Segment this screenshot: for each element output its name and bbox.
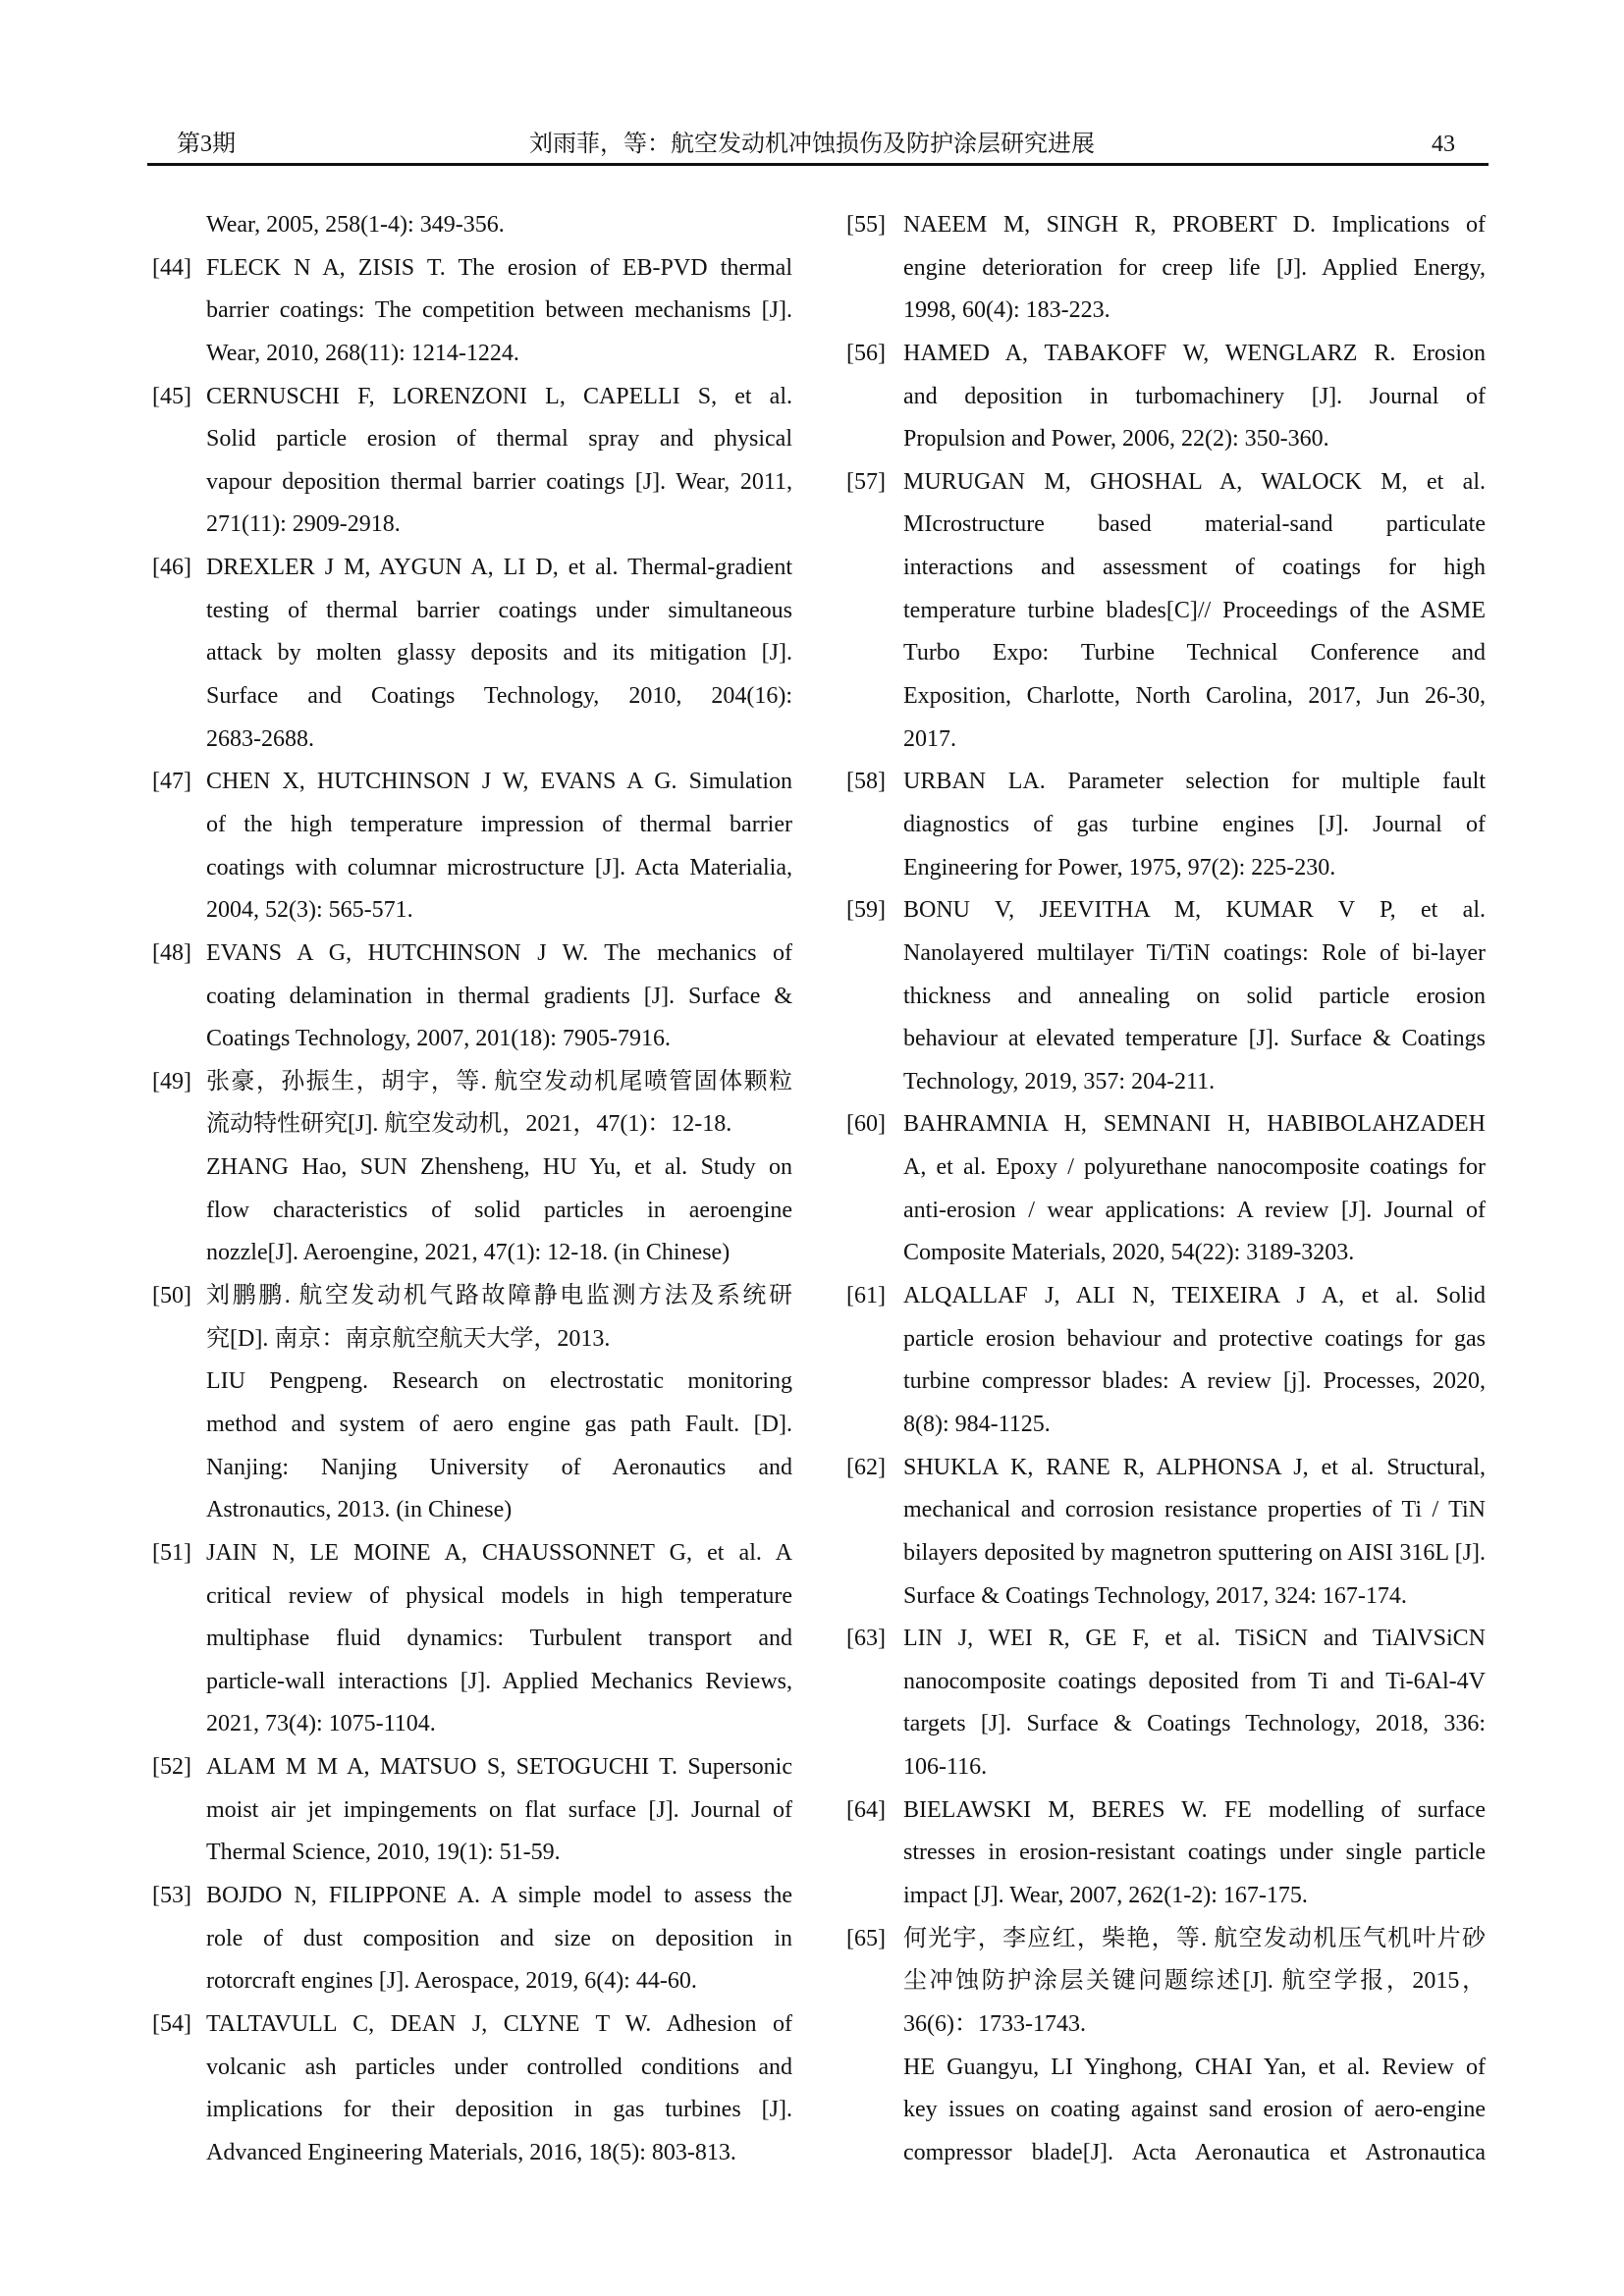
reference-text-line: 8(8): 984-1125. bbox=[903, 1411, 1051, 1437]
reference-item bbox=[152, 2003, 792, 2175]
reference-text-line: SHUKLA K, RANE R, ALPHONSA J, et al. Structural, bbox=[903, 1454, 1486, 1480]
reference-item bbox=[152, 204, 792, 247]
reference-text-line: Coatings Technology, 2007, 201(18): 7905-7916. bbox=[206, 1026, 671, 1052]
reference-text-line: 36(6)：1733-1743. bbox=[903, 2010, 1086, 2037]
reference-number: [46] bbox=[152, 555, 191, 581]
reference-number: [44] bbox=[152, 254, 191, 281]
header-rule bbox=[147, 163, 1489, 166]
reference-text-line: JAIN N, LE MOINE A, CHAUSSONNET G, et al. A bbox=[206, 1539, 792, 1566]
reference-text-line: engine deterioration for creep life [J]. Applied Energy, bbox=[903, 254, 1486, 281]
reference-number: [60] bbox=[846, 1111, 886, 1138]
reference-number: [45] bbox=[152, 383, 191, 409]
reference-text-line: Wear, 2005, 258(1-4): 349-356. bbox=[206, 212, 505, 238]
reference-item bbox=[152, 247, 792, 376]
reference-text-line: MIcrostructure based material-sand particulate bbox=[903, 511, 1486, 538]
reference-number: [50] bbox=[152, 1283, 191, 1309]
reference-text-line: Advanced Engineering Materials, 2016, 18(5): 803-813. bbox=[206, 2139, 736, 2165]
reference-text-line: rotorcraft engines [J]. Aerospace, 2019, 6(4): 44-60. bbox=[206, 1968, 697, 1995]
reference-number: [48] bbox=[152, 939, 191, 966]
reference-text-line: Thermal Science, 2010, 19(1): 51-59. bbox=[206, 1840, 561, 1866]
reference-text-line: impact [J]. Wear, 2007, 262(1-2): 167-175. bbox=[903, 1882, 1308, 1908]
reference-text-line: Exposition, Charlotte, North Carolina, 2017, Jun 26-30, bbox=[903, 683, 1486, 710]
reference-text-line: attack by molten glassy deposits and its mitigation [J]. bbox=[206, 640, 792, 667]
reference-number: [54] bbox=[152, 2010, 191, 2037]
reference-text-line: compressor blade[J]. Acta Aeronautica et Astronautica bbox=[903, 2139, 1486, 2165]
reference-text-line: LIN J, WEI R, GE F, et al. TiSiCN and TiAlVSiCN bbox=[903, 1626, 1486, 1652]
reference-text-line: ALAM M M A, MATSUO S, SETOGUCHI T. Supersonic bbox=[206, 1754, 792, 1781]
reference-text-line: 271(11): 2909-2918. bbox=[206, 511, 401, 538]
reference-text-line: particle-wall interactions [J]. Applied Mechanics Reviews, bbox=[206, 1668, 792, 1694]
reference-text-line: TALTAVULL C, DEAN J, CLYNE T W. Adhesion of bbox=[206, 2010, 792, 2037]
reference-text-line: 何光宇，李应红，柴艳，等. 航空发动机压气机叶片砂 bbox=[903, 1925, 1486, 1951]
reference-text-line: 2017. bbox=[903, 725, 956, 752]
reference-text-line: nanocomposite coatings deposited from Ti and Ti-6Al-4V bbox=[903, 1668, 1486, 1694]
page-number: 43 bbox=[1432, 132, 1455, 157]
reference-number: [56] bbox=[846, 340, 886, 366]
reference-text-line: HE Guangyu, LI Yinghong, CHAI Yan, et al. Review of bbox=[903, 2054, 1486, 2080]
reference-text-line: temperature turbine blades[C]// Proceedings of the ASME bbox=[903, 597, 1486, 623]
reference-text-line: targets [J]. Surface & Coatings Technology, 2018, 336: bbox=[903, 1711, 1486, 1737]
reference-text-line: vapour deposition thermal barrier coatings [J]. Wear, 2011, bbox=[206, 468, 792, 495]
reference-text-line: testing of thermal barrier coatings under simultaneous bbox=[206, 597, 792, 623]
reference-text-line: CHEN X, HUTCHINSON J W, EVANS A G. Simulation bbox=[206, 769, 792, 795]
reference-item bbox=[846, 1447, 1486, 1619]
reference-number: [53] bbox=[152, 1882, 191, 1908]
reference-text-line: 2683-2688. bbox=[206, 725, 314, 752]
reference-text-line: method and system of aero engine gas path Fault. [D]. bbox=[206, 1411, 792, 1437]
reference-text-line: URBAN LA. Parameter selection for multiple fault bbox=[903, 769, 1486, 795]
reference-text-line: flow characteristics of solid particles in aeroengine bbox=[206, 1197, 792, 1223]
reference-text-line: Nanjing: Nanjing University of Aeronautics and bbox=[206, 1454, 792, 1480]
reference-item bbox=[152, 761, 792, 933]
reference-text-line: FLECK N A, ZISIS T. The erosion of EB-PVD thermal bbox=[206, 254, 792, 281]
reference-number: [65] bbox=[846, 1925, 886, 1951]
reference-number: [61] bbox=[846, 1283, 886, 1309]
reference-text-line: Surface and Coatings Technology, 2010, 204(16): bbox=[206, 683, 792, 710]
reference-item bbox=[152, 1532, 792, 1746]
reference-text-line: Nanolayered multilayer Ti/TiN coatings: Role of bi-layer bbox=[903, 939, 1486, 966]
reference-text-line: Solid particle erosion of thermal spray and physical bbox=[206, 426, 792, 453]
reference-item bbox=[152, 1275, 792, 1532]
reference-text-line: Composite Materials, 2020, 54(22): 3189-3203. bbox=[903, 1240, 1355, 1266]
reference-text-line: Turbo Expo: Turbine Technical Conference and bbox=[903, 640, 1486, 667]
reference-text-line: behaviour at elevated temperature [J]. Surface & Coatings bbox=[903, 1026, 1486, 1052]
reference-item bbox=[846, 1789, 1486, 1918]
reference-text-line: multiphase fluid dynamics: Turbulent transport and bbox=[206, 1626, 792, 1652]
reference-item bbox=[152, 1875, 792, 2003]
reference-text-line: ZHANG Hao, SUN Zhensheng, HU Yu, et al. Study on bbox=[206, 1154, 792, 1181]
reference-number: [52] bbox=[152, 1754, 191, 1781]
reference-text-line: moist air jet impingements on flat surface [J]. Journal of bbox=[206, 1796, 792, 1823]
reference-text-line: 张豪，孙振生，胡宇，等. 航空发动机尾喷管固体颗粒 bbox=[206, 1068, 792, 1095]
reference-text-line: A, et al. Epoxy / polyurethane nanocomposite coatings for bbox=[903, 1154, 1486, 1181]
reference-item bbox=[846, 761, 1486, 889]
reference-number: [51] bbox=[152, 1539, 191, 1566]
reference-text-line: Surface & Coatings Technology, 2017, 324: 167-174. bbox=[903, 1582, 1407, 1609]
running-title: 刘雨菲，等：航空发动机冲蚀损伤及防护涂层研究进展 bbox=[529, 132, 1095, 157]
reference-text-line: anti-erosion / wear applications: A review [J]. Journal of bbox=[903, 1197, 1486, 1223]
reference-number: [49] bbox=[152, 1068, 191, 1095]
reference-item bbox=[152, 547, 792, 761]
reference-item bbox=[152, 933, 792, 1061]
reference-item bbox=[846, 333, 1486, 461]
reference-text-line: Astronautics, 2013. (in Chinese) bbox=[206, 1497, 513, 1523]
reference-text-line: 106-116. bbox=[903, 1754, 988, 1781]
reference-text-line: nozzle[J]. Aeroengine, 2021, 47(1): 12-18. (in Chinese) bbox=[206, 1240, 731, 1266]
reference-text-line: ALQALLAF J, ALI N, TEIXEIRA J A, et al. Solid bbox=[903, 1283, 1486, 1309]
reference-text-line: DREXLER J M, AYGUN A, LI D, et al. Thermal-gradient bbox=[206, 555, 792, 581]
reference-item bbox=[152, 1061, 792, 1275]
reference-text-line: 2004, 52(3): 565-571. bbox=[206, 897, 413, 924]
reference-text-line: critical review of physical models in high temperature bbox=[206, 1582, 792, 1609]
reference-number: [59] bbox=[846, 897, 886, 924]
reference-text-line: coatings with columnar microstructure [J]. Acta Materialia, bbox=[206, 854, 792, 881]
reference-text-line: mechanical and corrosion resistance properties of Ti / TiN bbox=[903, 1497, 1486, 1523]
reference-text-line: role of dust composition and size on deposition in bbox=[206, 1925, 792, 1951]
reference-text-line: implications for their deposition in gas turbines [J]. bbox=[206, 2097, 792, 2123]
references-right-column bbox=[846, 204, 1486, 2174]
reference-item bbox=[152, 376, 792, 548]
reference-text-line: BONU V, JEEVITHA M, KUMAR V P, et al. bbox=[903, 897, 1486, 924]
reference-text-line: BOJDO N, FILIPPONE A. A simple model to assess the bbox=[206, 1882, 792, 1908]
reference-text-line: interactions and assessment of coatings for high bbox=[903, 555, 1486, 581]
reference-text-line: diagnostics of gas turbine engines [J]. Journal of bbox=[903, 811, 1486, 837]
reference-number: [55] bbox=[846, 212, 886, 238]
reference-text-line: Engineering for Power, 1975, 97(2): 225-230. bbox=[903, 854, 1336, 881]
reference-text-line: Propulsion and Power, 2006, 22(2): 350-360. bbox=[903, 426, 1329, 453]
reference-text-line: stresses in erosion-resistant coatings under single particle bbox=[903, 1840, 1486, 1866]
reference-item bbox=[846, 889, 1486, 1103]
reference-text-line: bilayers deposited by magnetron sputtering on AISI 316L [J]. bbox=[903, 1539, 1486, 1566]
reference-text-line: particle erosion behaviour and protective coatings for gas bbox=[903, 1325, 1486, 1352]
reference-text-line: barrier coatings: The competition between mechanisms [J]. bbox=[206, 297, 792, 324]
reference-text-line: 刘鹏鹏. 航空发动机气路故障静电监测方法及系统研 bbox=[206, 1283, 792, 1309]
reference-number: [64] bbox=[846, 1796, 886, 1823]
reference-text-line: NAEEM M, SINGH R, PROBERT D. Implications of bbox=[903, 212, 1486, 238]
reference-text-line: 流动特性研究[J]. 航空发动机，2021，47(1)：12-18. bbox=[206, 1111, 732, 1138]
reference-number: [58] bbox=[846, 769, 886, 795]
reference-text-line: 1998, 60(4): 183-223. bbox=[903, 297, 1110, 324]
reference-text-line: 究[D]. 南京：南京航空航天大学，2013. bbox=[206, 1325, 611, 1352]
reference-text-line: Wear, 2010, 268(11): 1214-1224. bbox=[206, 340, 519, 366]
reference-item bbox=[846, 1275, 1486, 1447]
reference-text-line: BAHRAMNIA H, SEMNANI H, HABIBOLAHZADEH bbox=[903, 1111, 1486, 1138]
reference-text-line: MURUGAN M, GHOSHAL A, WALOCK M, et al. bbox=[903, 468, 1486, 495]
reference-text-line: and deposition in turbomachinery [J]. Journal of bbox=[903, 383, 1486, 409]
reference-text-line: key issues on coating against sand erosion of aero-engine bbox=[903, 2097, 1486, 2123]
reference-text-line: BIELAWSKI M, BERES W. FE modelling of surface bbox=[903, 1796, 1486, 1823]
reference-text-line: turbine compressor blades: A review [j]. Processes, 2020, bbox=[903, 1368, 1486, 1395]
reference-number: [62] bbox=[846, 1454, 886, 1480]
reference-text-line: HAMED A, TABAKOFF W, WENGLARZ R. Erosion bbox=[903, 340, 1486, 366]
reference-text-line: 尘冲蚀防护涂层关键问题综述[J]. 航空学报，2015， bbox=[903, 1968, 1486, 1995]
reference-item bbox=[846, 204, 1486, 333]
reference-item bbox=[846, 461, 1486, 761]
reference-text-line: CERNUSCHI F, LORENZONI L, CAPELLI S, et al. bbox=[206, 383, 792, 409]
reference-item bbox=[152, 1746, 792, 1875]
reference-text-line: LIU Pengpeng. Research on electrostatic monitoring bbox=[206, 1368, 792, 1395]
reference-item bbox=[846, 1103, 1486, 1275]
reference-text-line: 2021, 73(4): 1075-1104. bbox=[206, 1711, 436, 1737]
reference-item bbox=[846, 1618, 1486, 1789]
reference-text-line: of the high temperature impression of thermal barrier bbox=[206, 811, 792, 837]
reference-text-line: coating delamination in thermal gradients [J]. Surface & bbox=[206, 983, 792, 1009]
reference-item bbox=[846, 1918, 1486, 2175]
reference-text-line: Technology, 2019, 357: 204-211. bbox=[903, 1068, 1216, 1095]
reference-text-line: volcanic ash particles under controlled conditions and bbox=[206, 2054, 792, 2080]
journal-issue: 第3期 bbox=[177, 132, 236, 157]
reference-number: [63] bbox=[846, 1626, 886, 1652]
reference-number: [47] bbox=[152, 769, 191, 795]
reference-number: [57] bbox=[846, 468, 886, 495]
reference-text-line: thickness and annealing on solid particle erosion bbox=[903, 983, 1486, 1009]
reference-text-line: EVANS A G, HUTCHINSON J W. The mechanics of bbox=[206, 939, 792, 966]
references-left-column bbox=[152, 204, 792, 2174]
